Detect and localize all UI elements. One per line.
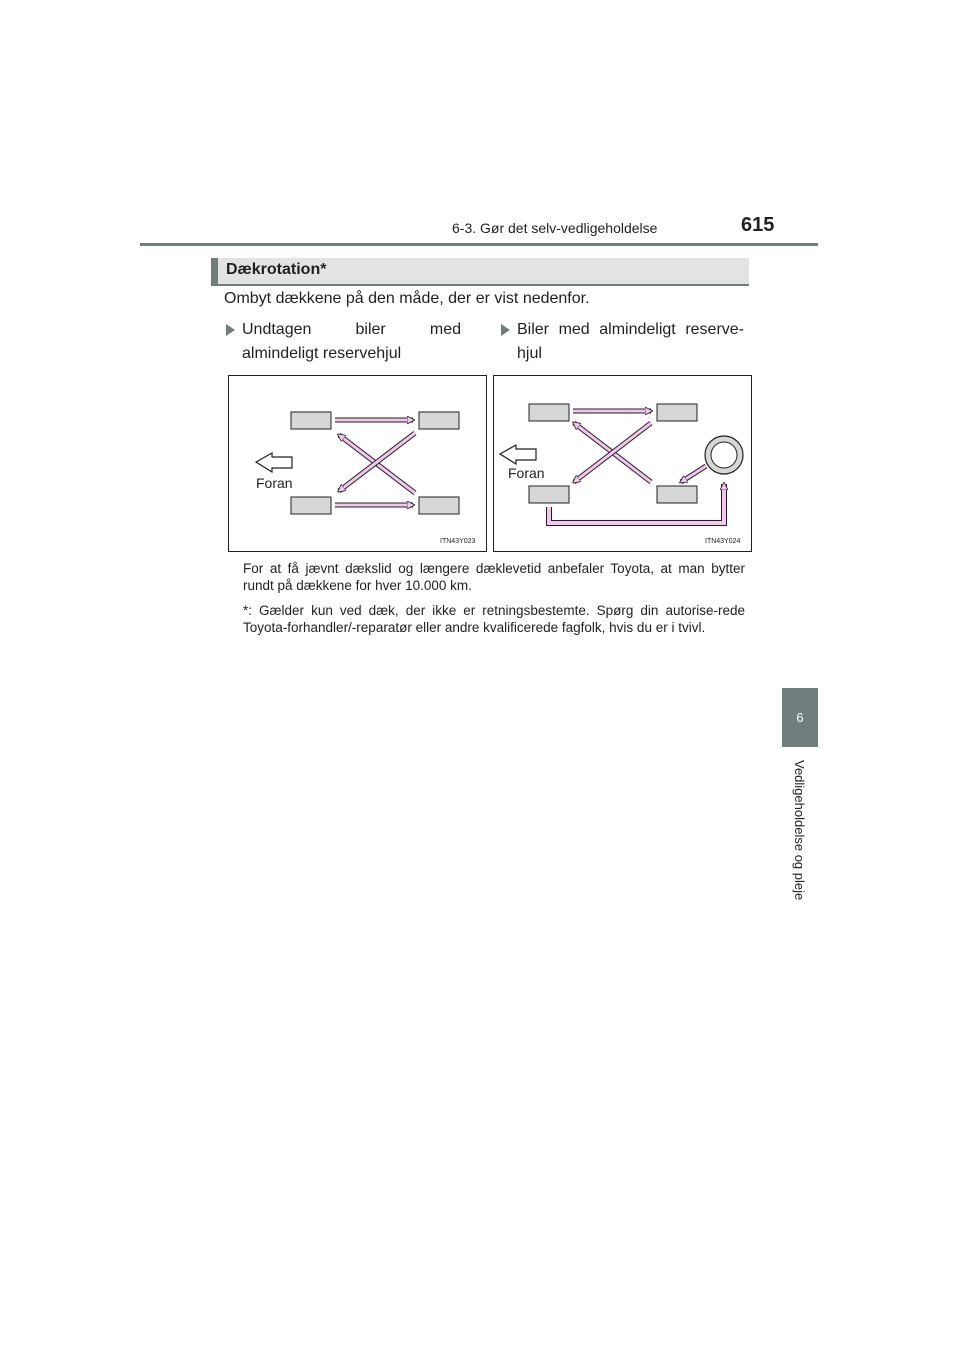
arrow-front-to-spare [549, 484, 724, 523]
figure-rotation-with-spare [493, 375, 752, 552]
footnote: *: Gælder kun ved dæk, der ikke er retningsbestemte. Spørg din autorise-rede Toyota-forhandler/-reparatør eller andre kvalificerede fagfolk, hvis du er i tvivl. [243, 603, 745, 635]
figure-rotation-4-tires [228, 375, 487, 552]
page-number: 615 [741, 214, 775, 236]
tire-front-left [291, 412, 331, 429]
bullet-triangle-icon [501, 324, 510, 336]
figure-code: ITN43Y023 [440, 538, 476, 545]
front-label: Foran [256, 475, 293, 491]
bullet-triangle-icon [226, 324, 235, 336]
tire-front-right [529, 486, 569, 503]
tire-rear-left [657, 404, 697, 421]
section-title: Dækrotation* [226, 261, 327, 278]
header-rule [140, 243, 818, 246]
section-heading [211, 258, 749, 286]
tire-rear-right [419, 497, 459, 514]
arrow-outline [549, 484, 724, 523]
tip-note: For at få jævnt dækslid og længere dæklevetid anbefaler Toyota, at man bytter rundt på dækkene for hver 10.000 km. [243, 561, 745, 593]
chapter-tab: 6 [782, 688, 818, 747]
arrow-spare-to-rear [681, 466, 706, 482]
chapter-title: Vedligeholdelse og pleje [792, 760, 807, 901]
tire-front-right [291, 497, 331, 514]
tire-rear-left [419, 412, 459, 429]
tire-front-left [529, 404, 569, 421]
figure-1-caption: Undtagen biler med almindeligt reservehjul [226, 318, 461, 366]
front-direction-arrow-icon [256, 453, 292, 472]
rotation-diagram-spare [494, 376, 751, 551]
spare-tire-hub [711, 442, 737, 468]
running-header: 6-3. Gør det selv-vedligeholdelse [452, 220, 658, 236]
section-heading-marker [211, 258, 218, 284]
rotation-diagram [229, 376, 486, 551]
figure-code: ITN43Y024 [705, 538, 741, 545]
front-label: Foran [508, 465, 545, 481]
tire-rear-right [657, 486, 697, 503]
front-direction-arrow-icon [500, 445, 536, 464]
section-intro: Ombyt dækkene på den måde, der er vist nedenfor. [224, 290, 590, 307]
figure-2-caption: Biler med almindeligt reserve-hjul [501, 318, 744, 366]
